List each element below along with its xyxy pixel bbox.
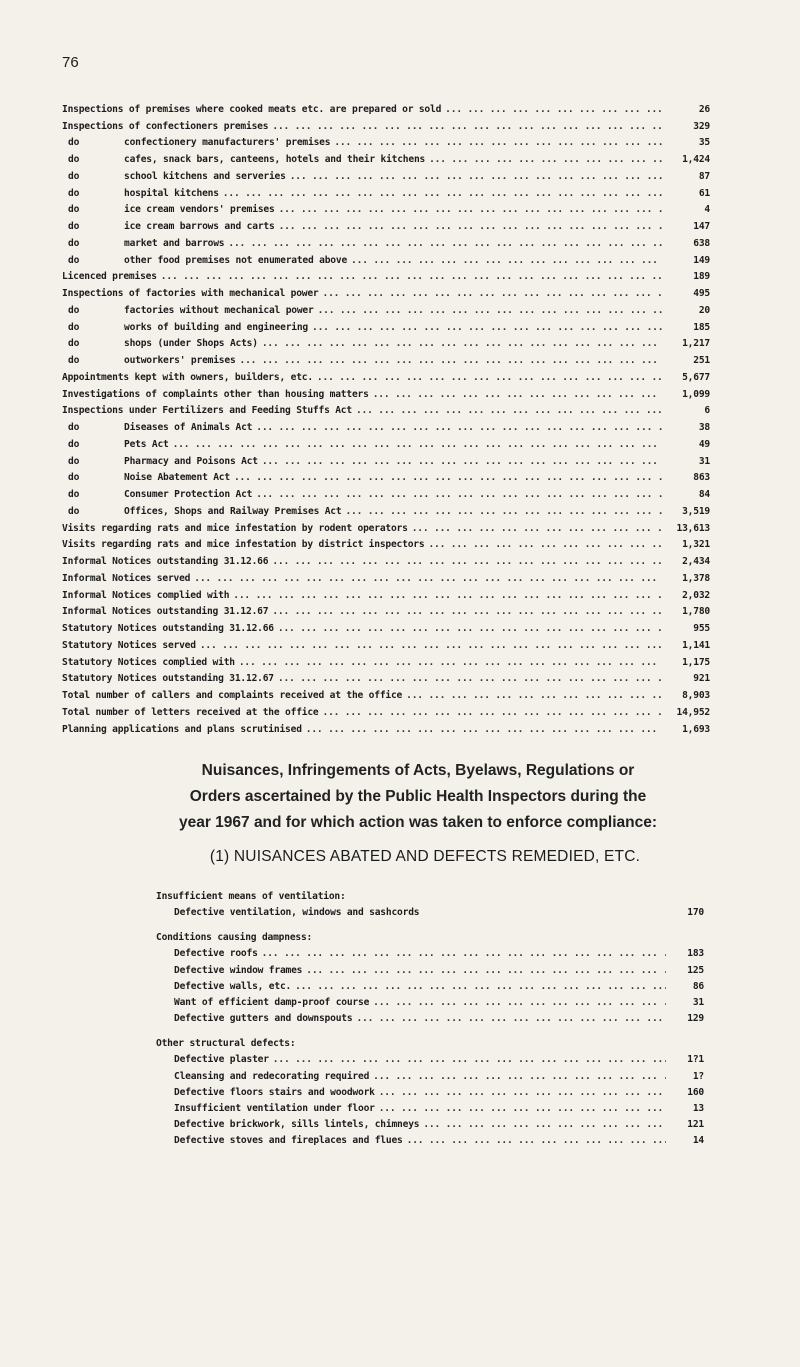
leader-dots <box>173 439 662 450</box>
ditto-mark: do <box>68 304 80 316</box>
nuisance-row <box>156 1082 704 1098</box>
nuisance-row <box>156 1098 704 1114</box>
leader-dots <box>278 623 662 634</box>
row-sublabel: Pets Act <box>124 438 169 450</box>
ditto-mark: do <box>68 221 80 232</box>
inspection-row <box>62 550 710 567</box>
nuisance-group <box>156 886 704 918</box>
row-value: 185 <box>693 321 710 333</box>
leader-dots <box>279 204 662 215</box>
row-sublabel: shops (under Shops Acts) <box>124 338 258 350</box>
leader-dots <box>200 640 662 651</box>
nuisance-row <box>156 992 704 1008</box>
inspection-row <box>62 701 710 718</box>
row-value: 5,677 <box>682 371 710 383</box>
section-heading <box>118 758 718 836</box>
row-value: 31 <box>698 455 710 467</box>
inspection-row <box>62 266 710 283</box>
row-value: 4 <box>704 204 710 216</box>
row-label: Planning applications and plans scrutinised <box>62 723 302 735</box>
ditto-mark: do <box>68 254 80 266</box>
section-subheading: (1) NUISANCES ABATED AND DEFECTS REMEDIED, ETC. <box>209 848 641 865</box>
ditto-mark: do <box>68 170 80 182</box>
row-value: 129 <box>687 1013 704 1025</box>
group-title: Insufficient means of ventilation: <box>156 891 346 902</box>
row-sublabel: factories without mechanical power <box>124 304 314 316</box>
row-value: 26 <box>698 103 710 115</box>
group-title: Other structural defects: <box>156 1038 296 1050</box>
row-value: 49 <box>698 438 710 450</box>
leader-dots <box>429 154 662 165</box>
leader-dots <box>345 506 662 517</box>
ditto-mark: do <box>68 472 80 484</box>
row-sublabel: Consumer Protection Act <box>124 489 253 500</box>
leader-dots <box>262 338 662 349</box>
row-sublabel: Pharmacy and Poisons Act <box>124 455 258 467</box>
leader-dots <box>279 221 662 232</box>
ditto-mark: do <box>68 505 80 517</box>
row-sublabel: hospital kitchens <box>124 187 219 199</box>
ditto-mark: do <box>68 422 80 433</box>
row-label: Defective stoves and fireplaces and flues <box>174 1135 403 1147</box>
row-sublabel: Offices, Shops and Railway Premises Act <box>124 505 342 517</box>
row-sublabel: confectionery manufacturers' premises <box>124 137 331 149</box>
leader-dots <box>356 1013 666 1024</box>
leader-dots <box>273 1054 666 1065</box>
leader-dots <box>272 606 662 617</box>
inspection-row <box>62 601 710 618</box>
row-value: 35 <box>698 137 710 149</box>
row-sublabel: Noise Abatement Act <box>124 472 230 484</box>
leader-dots <box>379 1087 666 1098</box>
leader-dots <box>312 322 662 333</box>
inspection-row <box>62 333 710 350</box>
row-value: 61 <box>698 187 710 199</box>
row-label: Inspections of confectioners premises <box>62 120 269 132</box>
ditto-mark: do <box>68 237 80 249</box>
leader-dots <box>223 188 662 199</box>
row-label: Informal Notices outstanding 31.12.67 <box>62 606 269 618</box>
leader-dots <box>379 1103 666 1114</box>
inspection-row <box>62 433 710 450</box>
row-value: 170 <box>687 907 704 919</box>
row-sublabel: ice cream vendors' premises <box>124 204 275 216</box>
row-value: 84 <box>698 489 710 500</box>
row-value: 2,032 <box>682 589 710 601</box>
leader-dots <box>234 472 662 483</box>
row-label: Insufficient ventilation under floor <box>174 1102 375 1114</box>
inspection-row <box>62 165 710 182</box>
row-value: 495 <box>693 288 710 299</box>
leader-dots <box>290 171 662 182</box>
row-label: Want of efficient damp-proof course <box>174 996 370 1008</box>
nuisances-table <box>156 886 704 1155</box>
row-label: Licenced premises <box>62 271 157 283</box>
ditto-mark: do <box>68 154 80 165</box>
leader-dots <box>262 456 662 467</box>
inspection-row <box>62 651 710 668</box>
row-label: Statutory Notices served <box>62 639 196 651</box>
ditto-mark: do <box>68 455 80 467</box>
inspection-row <box>62 400 710 417</box>
section-heading-line-3: year 1967 and for which action was taken to enforce compliance: <box>178 814 658 831</box>
row-label: Informal Notices outstanding 31.12.66 <box>62 556 269 567</box>
nuisance-group <box>156 927 704 1024</box>
row-value: 1,321 <box>682 539 710 551</box>
row-value: 14 <box>692 1135 704 1147</box>
leader-dots <box>306 965 666 976</box>
inspection-row <box>62 500 710 517</box>
leader-dots <box>373 389 662 400</box>
inspection-row <box>62 199 710 216</box>
row-value: 921 <box>693 673 710 685</box>
row-sublabel: school kitchens and serveries <box>124 170 286 182</box>
leader-dots <box>233 590 662 601</box>
nuisance-row <box>156 959 704 975</box>
ditto-mark: do <box>68 187 80 199</box>
nuisance-row <box>156 1065 704 1081</box>
inspection-row <box>62 115 710 132</box>
group-title: Conditions causing dampness: <box>156 932 313 944</box>
row-value: 8,903 <box>682 690 710 701</box>
nuisance-row <box>156 1114 704 1130</box>
leader-dots <box>423 1119 666 1130</box>
row-value: 1,141 <box>682 639 710 651</box>
row-value: 121 <box>687 1119 704 1131</box>
inspections-table <box>62 98 710 735</box>
row-label: Appointments kept with owners, builders, etc. <box>62 371 313 383</box>
row-label: Total number of callers and complaints received at the office <box>62 690 403 701</box>
row-value: 13 <box>692 1102 704 1114</box>
row-value: 125 <box>687 964 704 976</box>
row-value: 38 <box>698 422 710 433</box>
inspection-row <box>62 299 710 316</box>
inspection-row <box>62 634 710 651</box>
row-value: 87 <box>698 170 710 182</box>
ditto-mark: do <box>68 438 80 450</box>
inspection-row <box>62 534 710 551</box>
nuisance-row <box>156 902 704 918</box>
section-heading-line-2: Orders ascertained by the Public Health Inspectors during the <box>189 788 647 805</box>
row-value: 1? <box>692 1070 704 1082</box>
row-label: Defective brickwork, sills lintels, chimneys <box>174 1119 420 1131</box>
inspection-row <box>62 316 710 333</box>
leader-dots <box>272 556 662 567</box>
inspection-row <box>62 584 710 601</box>
leader-dots <box>323 707 663 718</box>
row-value: 955 <box>693 623 710 634</box>
row-sublabel: cafes, snack bars, canteens, hotels and their kitchens <box>124 154 426 165</box>
inspection-row <box>62 718 710 735</box>
inspection-row <box>62 450 710 467</box>
row-label: Visits regarding rats and mice infestation by rodent operators <box>62 522 408 534</box>
inspection-row <box>62 215 710 232</box>
row-label: Statutory Notices complied with <box>62 656 235 668</box>
leader-dots <box>373 1071 666 1082</box>
ditto-mark: do <box>68 355 80 366</box>
nuisance-row <box>156 1008 704 1024</box>
inspection-row <box>62 517 710 534</box>
row-sublabel: other food premises not enumerated above <box>124 254 348 266</box>
row-value: 1,378 <box>682 572 710 584</box>
row-value: 1?1 <box>687 1054 704 1066</box>
leader-dots <box>407 1135 666 1146</box>
inspection-row <box>62 383 710 400</box>
leader-dots <box>228 238 662 249</box>
inspection-row <box>62 282 710 299</box>
leader-dots <box>356 405 662 416</box>
row-label: Defective floors stairs and woodwork <box>174 1086 375 1098</box>
leader-dots <box>428 539 662 550</box>
nuisance-row <box>156 1049 704 1065</box>
leader-dots <box>256 489 662 500</box>
ditto-mark: do <box>68 338 80 350</box>
leader-dots <box>161 271 662 282</box>
row-sublabel: outworkers' premises <box>124 355 236 366</box>
leader-dots <box>412 523 662 534</box>
inspection-row <box>62 148 710 165</box>
row-label: Defective ventilation, windows and sashcords <box>174 907 420 919</box>
inspection-row <box>62 366 710 383</box>
row-label: Cleansing and redecorating required <box>174 1070 370 1082</box>
inspection-row <box>62 567 710 584</box>
ditto-mark: do <box>68 204 80 216</box>
row-label: Defective plaster <box>174 1054 269 1066</box>
row-label: Defective gutters and downspouts <box>174 1013 353 1025</box>
nuisance-row <box>156 976 704 992</box>
leader-dots <box>406 690 662 701</box>
leader-dots <box>239 657 662 668</box>
ditto-mark: do <box>68 489 80 500</box>
nuisance-row <box>156 1130 704 1146</box>
row-value: 147 <box>693 221 710 232</box>
row-value: 1,424 <box>682 154 710 165</box>
row-label: Defective roofs <box>174 948 258 960</box>
inspection-row <box>62 98 710 115</box>
inspection-row <box>62 232 710 249</box>
section-heading-line-1: Nuisances, Infringements of Acts, Byelaws, Regulations or <box>201 762 635 779</box>
leader-dots <box>445 104 662 115</box>
row-value: 1,175 <box>682 656 710 668</box>
row-value: 14,952 <box>676 706 710 718</box>
leader-dots <box>318 305 662 316</box>
row-value: 149 <box>693 254 710 266</box>
row-sublabel: works of building and engineering <box>124 321 309 333</box>
leader-dots <box>256 422 662 433</box>
leader-dots <box>334 137 662 148</box>
row-label: Inspections of factories with mechanical power <box>62 288 319 299</box>
leader-dots <box>323 288 663 299</box>
row-sublabel: Diseases of Animals Act <box>124 422 253 433</box>
row-value: 189 <box>693 271 710 283</box>
row-value: 1,099 <box>682 388 710 400</box>
leader-dots <box>351 255 662 266</box>
leader-dots <box>317 372 662 383</box>
row-value: 2,434 <box>682 556 710 567</box>
inspection-row <box>62 617 710 634</box>
row-value: 638 <box>693 237 710 249</box>
row-label: Informal Notices complied with <box>62 589 230 601</box>
inspection-row <box>62 416 710 433</box>
row-value: 6 <box>704 405 710 417</box>
row-label: Inspections under Fertilizers and Feeding Stuffs Act <box>62 405 352 417</box>
row-label: Statutory Notices outstanding 31.12.66 <box>62 623 274 634</box>
row-label: Informal Notices served <box>62 572 191 584</box>
row-value: 329 <box>693 120 710 132</box>
row-sublabel: market and barrows <box>124 237 225 249</box>
leader-dots <box>295 981 666 992</box>
leader-dots <box>194 573 662 584</box>
row-value: 1,780 <box>682 606 710 618</box>
row-value: 251 <box>693 355 710 366</box>
row-value: 1,693 <box>682 723 710 735</box>
nuisance-group <box>156 1033 704 1146</box>
nuisance-row <box>156 943 704 959</box>
leader-dots <box>373 997 666 1008</box>
ditto-mark: do <box>68 321 80 333</box>
row-value: 183 <box>687 948 704 960</box>
inspection-row <box>62 349 710 366</box>
row-sublabel: ice cream barrows and carts <box>124 221 275 232</box>
ditto-mark: do <box>68 137 80 149</box>
row-label: Statutory Notices outstanding 31.12.67 <box>62 673 274 685</box>
inspection-row <box>62 467 710 484</box>
row-value: 160 <box>687 1086 704 1098</box>
row-label: Inspections of premises where cooked meats etc. are prepared or sold <box>62 103 442 115</box>
inspection-row <box>62 132 710 149</box>
inspection-row <box>62 483 710 500</box>
row-label: Defective walls, etc. <box>174 980 292 992</box>
row-label: Total number of letters received at the office <box>62 706 319 718</box>
leader-dots <box>306 724 662 735</box>
row-value: 31 <box>692 996 704 1008</box>
leader-dots <box>262 948 666 959</box>
leader-dots <box>278 673 662 684</box>
page-number: 76 <box>62 54 79 71</box>
row-label: Defective window frames <box>174 964 303 976</box>
inspection-row <box>62 668 710 685</box>
inspection-row <box>62 182 710 199</box>
row-value: 86 <box>692 980 704 992</box>
row-label: Visits regarding rats and mice infestation by district inspectors <box>62 539 425 551</box>
leader-dots <box>240 355 662 366</box>
inspection-row <box>62 249 710 266</box>
row-label: Investigations of complaints other than housing matters <box>62 388 369 400</box>
row-value: 20 <box>698 304 710 316</box>
row-value: 863 <box>693 472 710 484</box>
leader-dots <box>272 121 662 132</box>
row-value: 13,613 <box>676 522 710 534</box>
inspection-row <box>62 684 710 701</box>
row-value: 3,519 <box>682 505 710 517</box>
row-value: 1,217 <box>682 338 710 350</box>
